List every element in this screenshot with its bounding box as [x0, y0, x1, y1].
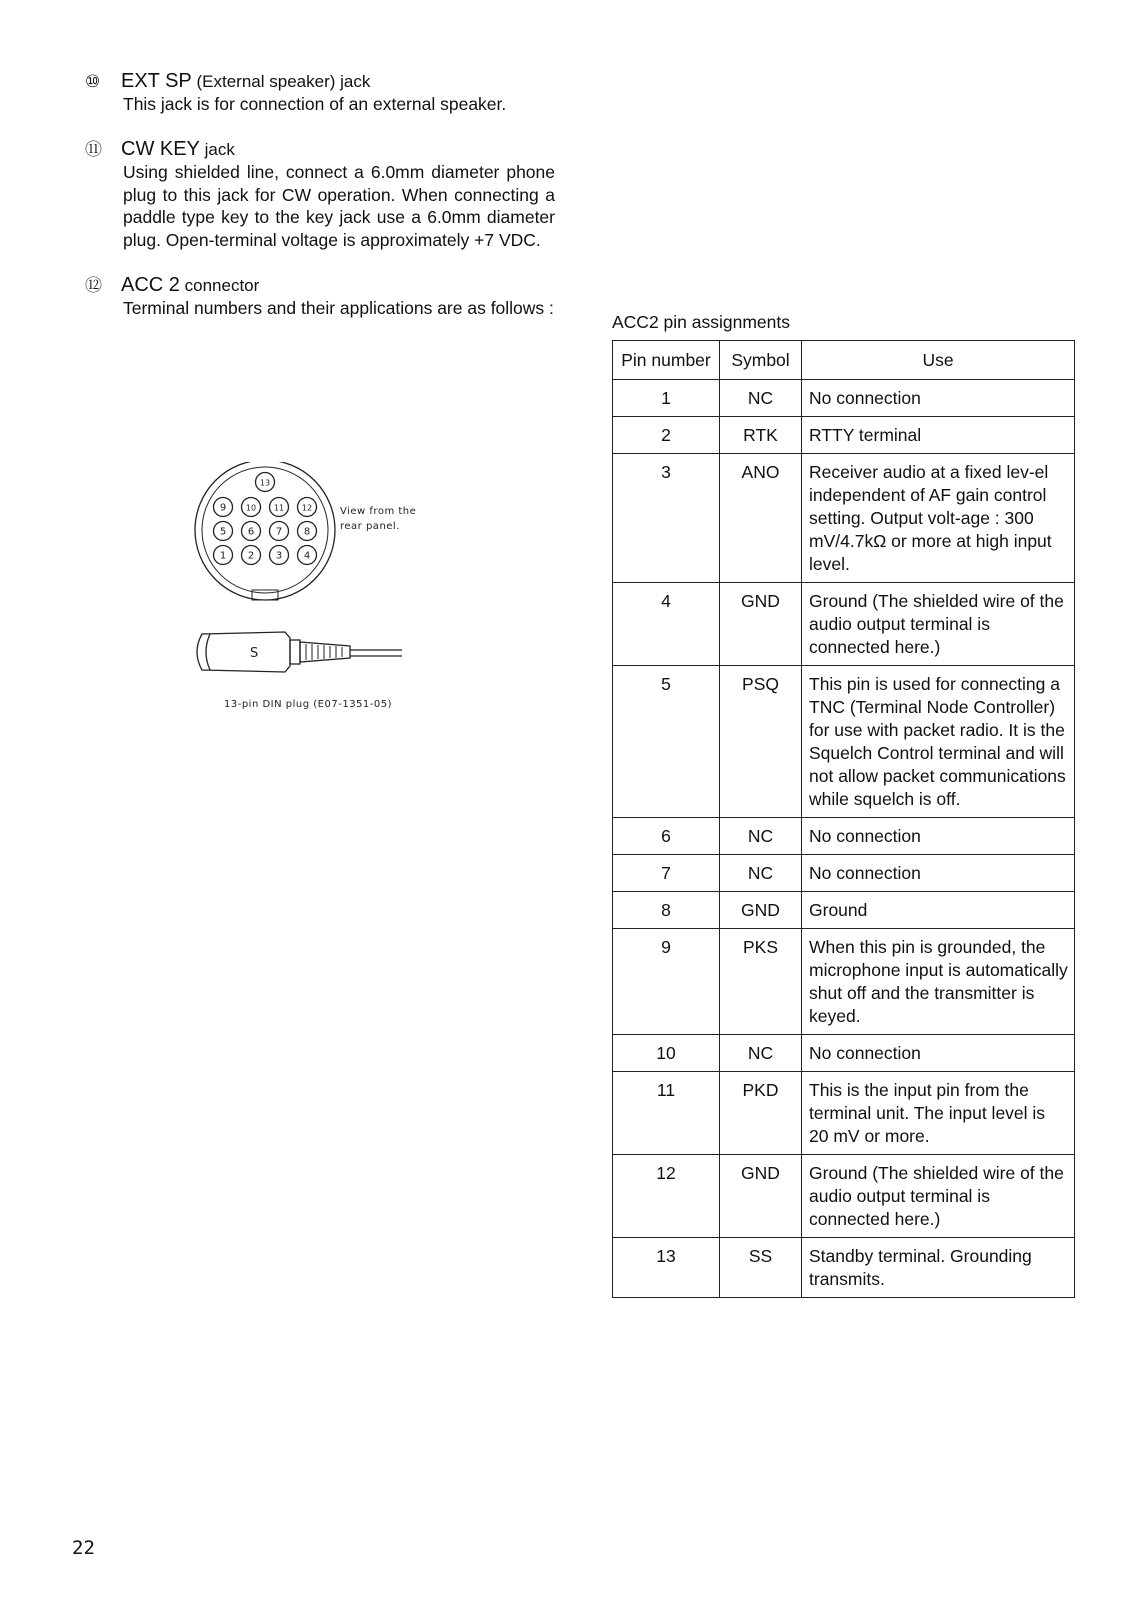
table-row	[613, 929, 1075, 1035]
pin-number-cell: 10	[613, 1035, 720, 1072]
item-cw-key	[85, 138, 555, 251]
connector-pin-label: 10	[245, 503, 257, 513]
table-row	[613, 855, 1075, 892]
pin-number-cell: 2	[613, 417, 720, 454]
table-row	[613, 892, 1075, 929]
table-row	[613, 380, 1075, 417]
use-cell: No connection	[802, 818, 1075, 855]
item-number: ⑪	[85, 140, 102, 159]
item-title-suffix: jack	[199, 140, 235, 159]
pin-number-cell: 11	[613, 1072, 720, 1155]
pin-number-cell: 8	[613, 892, 720, 929]
din-connector-figure	[190, 462, 510, 732]
plug-caption: 13-pin DIN plug (E07-1351-05)	[224, 699, 393, 710]
item-description: Terminal numbers and their applications are as follows :	[123, 298, 554, 318]
plug-grip-ridges	[306, 644, 342, 660]
table-row	[613, 818, 1075, 855]
pin-number-cell: 3	[613, 454, 720, 583]
item-ext-sp	[85, 70, 555, 116]
use-cell: Ground (The shielded wire of the audio output terminal is connected here.)	[802, 583, 1075, 666]
symbol-cell: NC	[720, 855, 802, 892]
use-cell: No connection	[802, 1035, 1075, 1072]
pin-number-cell: 13	[613, 1238, 720, 1298]
connector-pin-label: 7	[275, 526, 283, 538]
use-cell: Ground (The shielded wire of the audio output terminal is connected here.)	[802, 1155, 1075, 1238]
connector-pin-label: 13	[259, 478, 271, 488]
connector-pin-label: 9	[219, 502, 227, 514]
symbol-cell: GND	[720, 892, 802, 929]
symbol-cell: PSQ	[720, 666, 802, 818]
table-row	[613, 666, 1075, 818]
symbol-cell: GND	[720, 1155, 802, 1238]
table-row	[613, 417, 1075, 454]
item-title: ACC 2	[121, 274, 180, 296]
connector-pin-label: 11	[273, 503, 285, 513]
use-cell: No connection	[802, 855, 1075, 892]
item-number: ⑫	[85, 276, 102, 295]
symbol-cell: PKS	[720, 929, 802, 1035]
table-caption: ACC2 pin assignments	[612, 312, 790, 332]
table-row	[613, 454, 1075, 583]
connector-key-notch	[252, 590, 278, 600]
din-connector-drawing	[190, 462, 510, 732]
plug-marking: S	[250, 646, 259, 661]
header-use: Use	[802, 341, 1075, 380]
use-cell: Standby terminal. Grounding transmits.	[802, 1238, 1075, 1298]
pin-number-cell: 5	[613, 666, 720, 818]
pin-number-cell: 4	[613, 583, 720, 666]
connector-pin-label: 1	[219, 550, 227, 562]
connector-pin-label: 12	[301, 503, 313, 513]
connector-pin-label: 3	[275, 550, 283, 562]
item-title-suffix: connector	[179, 276, 260, 295]
connector-pin-label: 4	[303, 550, 311, 562]
use-cell: This is the input pin from the terminal unit. The input level is 20 mV or more.	[802, 1072, 1075, 1155]
view-note-line1: View from the	[340, 506, 417, 517]
table-row	[613, 1238, 1075, 1298]
symbol-cell: GND	[720, 583, 802, 666]
use-cell: Ground	[802, 892, 1075, 929]
item-number: ⑩	[85, 72, 101, 91]
acc2-pin-table	[612, 340, 1075, 1298]
view-note-line2: rear panel.	[340, 521, 400, 532]
item-title-suffix: (External speaker) jack	[191, 72, 371, 91]
pin-number-cell: 7	[613, 855, 720, 892]
symbol-cell: RTK	[720, 417, 802, 454]
item-title: EXT SP	[121, 70, 192, 92]
symbol-cell: NC	[720, 1035, 802, 1072]
connector-pins	[214, 473, 317, 565]
symbol-cell: ANO	[720, 454, 802, 583]
pin-number-cell: 12	[613, 1155, 720, 1238]
header-symbol: Symbol	[720, 341, 802, 380]
symbol-cell: NC	[720, 818, 802, 855]
header-pin-number: Pin number	[613, 341, 720, 380]
use-cell: Receiver audio at a fixed lev-el independent of AF gain control setting. Output volt-age : 300 mV/4.7kΩ or more at high input level.	[802, 454, 1075, 583]
symbol-cell: PKD	[720, 1072, 802, 1155]
table-header-row	[613, 341, 1075, 380]
din-plug-drawing	[197, 632, 402, 672]
item-acc2	[85, 274, 555, 320]
symbol-cell: SS	[720, 1238, 802, 1298]
pin-number-cell: 9	[613, 929, 720, 1035]
page-number: 22	[72, 1537, 95, 1559]
use-cell: This pin is used for connecting a TNC (Terminal Node Controller) for use with packet radio. It is the Squelch Control terminal and will not allow packet communications while squelch is off.	[802, 666, 1075, 818]
use-cell: RTTY terminal	[802, 417, 1075, 454]
symbol-cell: NC	[720, 380, 802, 417]
item-title: CW KEY	[121, 138, 200, 160]
use-cell: No connection	[802, 380, 1075, 417]
table-row	[613, 1155, 1075, 1238]
table-row	[613, 1035, 1075, 1072]
connector-pin-label: 5	[219, 526, 227, 538]
item-description: This jack is for connection of an external speaker.	[123, 94, 507, 114]
connector-pin-label: 6	[247, 526, 255, 538]
pin-number-cell: 1	[613, 380, 720, 417]
pin-number-cell: 6	[613, 818, 720, 855]
table-row	[613, 1072, 1075, 1155]
table-row	[613, 583, 1075, 666]
connector-pin-label: 8	[303, 526, 311, 538]
use-cell: When this pin is grounded, the microphone input is automatically shut off and the transmitter is keyed.	[802, 929, 1075, 1035]
connector-pin-label: 2	[247, 550, 255, 562]
item-description: Using shielded line, connect a 6.0mm diameter phone plug to this jack for CW operation. When connecting a paddle type key to the key jack use a 6.0mm diameter plug. Open-terminal voltage is approximately +7 VDC.	[123, 162, 555, 250]
